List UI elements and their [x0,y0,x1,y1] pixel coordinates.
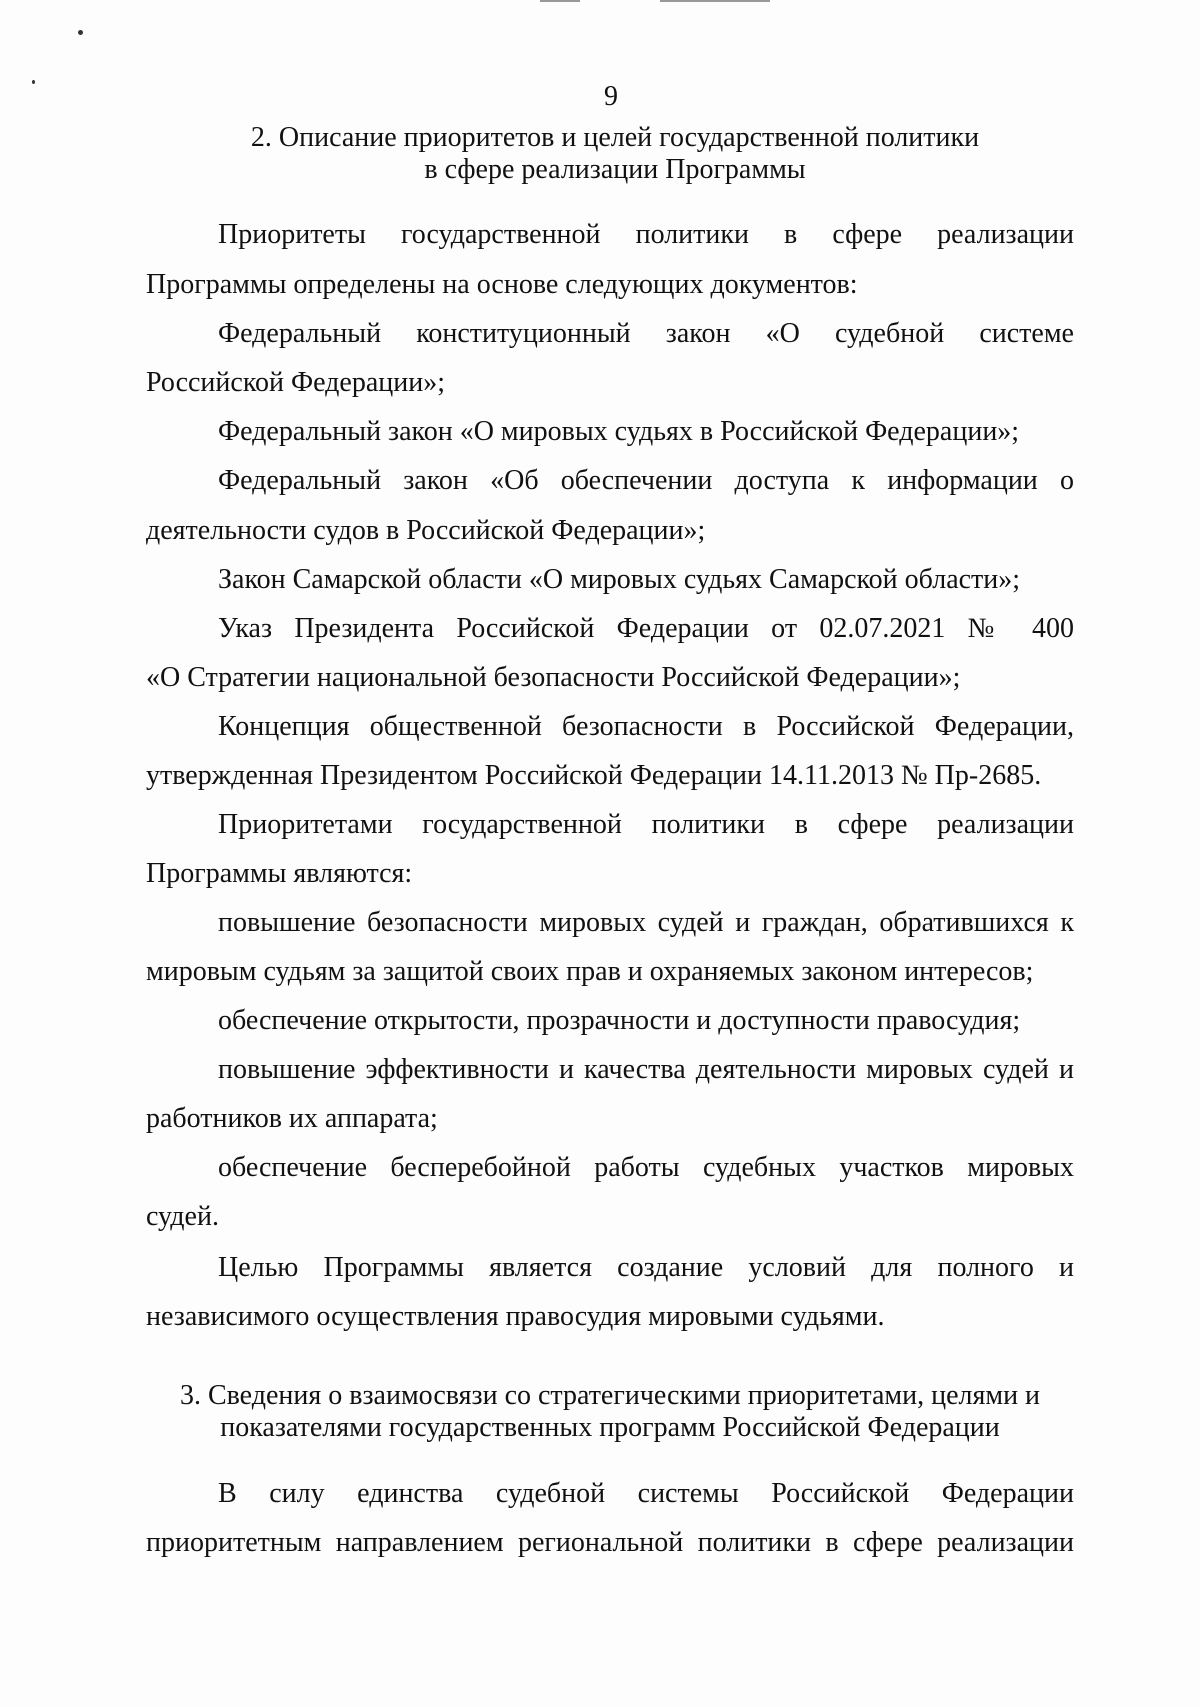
paragraph-line: обеспечение бесперебойной работы судебных участков мировых [218,1152,1074,1183]
paragraph-line: «О Стратегии национальной безопасности Российской Федерации»; [146,662,961,693]
paragraph-line: Федеральный конституционный закон «О судебной системе [218,318,1074,349]
section-3-heading-line-2: показателями государственных программ Российской Федерации [220,1412,1000,1443]
paragraph-line: мировым судьям за защитой своих прав и охраняемых законом интересов; [146,956,1034,987]
scan-artifact [540,0,580,2]
paragraph-line: Федеральный закон «О мировых судьях в Российской Федерации»; [218,416,1020,447]
paragraph-line: Приоритетами государственной политики в сфере реализации [218,809,1074,840]
paragraph-line: Указ Президента Российской Федерации от 02.07.2021 № 400 [218,613,1074,644]
paragraph-line: деятельности судов в Российской Федерации»; [146,515,706,546]
page-number: 9 [604,81,618,112]
section-2-heading-line-1: 2. Описание приоритетов и целей государственной политики [250,122,980,153]
paragraph-line: работников их аппарата; [146,1103,438,1134]
scan-artifact [660,0,770,2]
paragraph-line: Программы являются: [146,858,413,889]
paragraph-line: Приоритеты государственной политики в сфере реализации [218,219,1074,250]
paragraph-line: Федеральный закон «Об обеспечении доступа к информации о [218,465,1074,496]
paragraph-line: Программы определены на основе следующих документов: [146,269,858,300]
section-3-heading-line-1: 3. Сведения о взаимосвязи со стратегическими приоритетами, целями и [179,1380,1041,1411]
section-3-heading [145,1380,1075,1444]
paragraph-line: Целью Программы является создание условий для полного и [218,1252,1074,1283]
paragraph-line: повышение эффективности и качества деятельности мировых судей и [218,1054,1074,1085]
scan-speck [78,30,83,35]
paragraph-line: приоритетным направлением региональной политики в сфере реализации [146,1527,1074,1558]
paragraph-line: обеспечение открытости, прозрачности и доступности правосудия; [218,1005,1021,1036]
paragraph-line: Закон Самарской области «О мировых судьях Самарской области»; [218,564,1021,595]
paragraph-line: В силу единства судебной системы Российской Федерации [218,1478,1074,1509]
section-2-heading [150,122,1080,186]
paragraph-line: судей. [146,1201,219,1232]
section-2-heading-line-2: в сфере реализации Программы [424,154,806,185]
paragraph-line: повышение безопасности мировых судей и граждан, обратившихся к [218,907,1074,938]
paragraph-line: утвержденная Президентом Российской Федерации 14.11.2013 № Пр-2685. [146,760,1042,791]
paragraph-line: Российской Федерации»; [146,367,446,398]
paragraph-line: независимого осуществления правосудия мировыми судьями. [146,1301,885,1332]
paragraph-line: Концепция общественной безопасности в Российской Федерации, [218,711,1074,742]
